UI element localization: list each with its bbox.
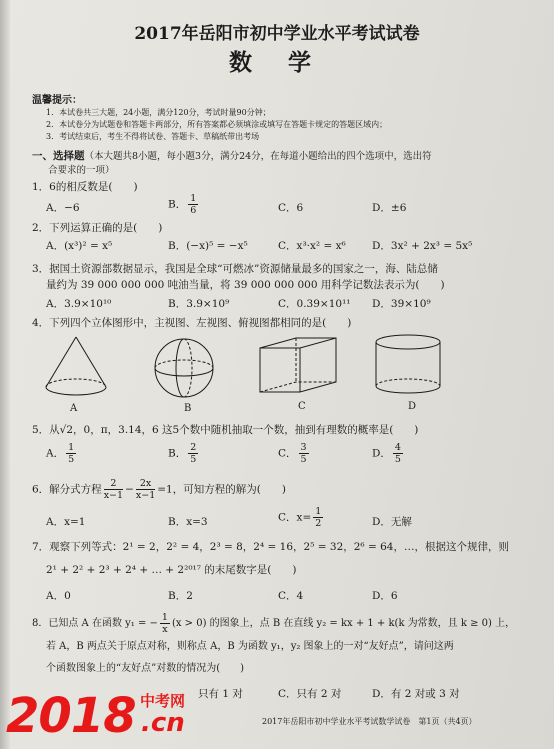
q6-option-c-fraction: $\frac{1}{2}$ <box>315 506 322 529</box>
q8-option-b: 只有 1 对 <box>198 688 243 700</box>
q3-option-c: C．0.39×10¹¹ <box>278 298 351 310</box>
q7-option-c: C．4 <box>278 590 304 602</box>
q3-option-a: A．3.9×10¹⁰ <box>46 298 112 310</box>
q1-option-b-fraction: $\frac{1}{6}$ <box>190 193 197 216</box>
q5-option-a-fraction: $\frac{1}{5}$ <box>68 442 75 465</box>
sphere-figure <box>148 336 220 400</box>
q5-option-d: D． $\frac{4}{5}$ <box>372 442 401 465</box>
q7-option-b: B．2 <box>168 590 193 602</box>
q6-option-d: D．无解 <box>372 516 412 528</box>
q8-stem-2: 若 A，B 两点关于原点对称，则称点 A，B 为函数 y₁，y₂ 图象上的一对“友好点”，请问这两 <box>46 641 454 652</box>
q5-stem: 5．从√2，0，π，3.14，6 这5个数中随机抽取一个数，抽到有理数的概率是( ) <box>32 424 419 436</box>
q2-option-d: D．3x² + 2x³ = 5x⁵ <box>372 240 473 252</box>
q7-stem-2: 2¹ + 2² + 2³ + 2⁴ + … + 2²⁰¹⁷ 的末尾数字是( ) <box>46 564 297 576</box>
q8-fraction: $\frac{1}{x}$ <box>161 612 168 635</box>
site-watermark-logo <box>0 688 260 749</box>
figure-label-a: A <box>70 403 78 414</box>
q8-stem-3: 个函数图象上的“友好点”对数的情况为( ) <box>46 663 245 674</box>
figure-label-d: D <box>408 401 417 412</box>
tip-1: 1．本试卷共三大题，24小题，满分120分，考试时量90分钟； <box>46 108 271 117</box>
figure-label-c: C <box>298 401 306 412</box>
q2-option-c: C．x³·x² = x⁶ <box>278 240 346 252</box>
section-heading: 一、选择题 <box>32 150 85 162</box>
q8-option-d: D．有 2 对或 3 对 <box>372 688 460 700</box>
q6-option-a: A．x=1 <box>46 516 86 528</box>
q6-option-c: C．x= $\frac{1}{2}$ <box>278 506 322 529</box>
prism-figure <box>256 334 340 398</box>
exam-title: 2017年岳阳市初中学业水平考试试卷 <box>134 24 420 44</box>
q1-stem: 1．6的相反数是( ) <box>32 181 138 193</box>
q5-option-b-fraction: $\frac{2}{5}$ <box>190 442 197 465</box>
q6-stem: 6．解分式方程 $\frac{2}{x-1}$ − $\frac{2x}{x-1}$ =1，可知方程的解为( ) <box>32 478 286 501</box>
section-heading-row <box>32 150 432 163</box>
q2-option-b: B．(−x)⁵ = −x⁵ <box>168 240 248 252</box>
q1-option-b <box>168 193 200 216</box>
q5-option-d-fraction: $\frac{4}{5}$ <box>394 442 401 465</box>
section-description: （本大题共8小题，每小题3分，满分24分，在每道小题给出的四个选项中，选出符 <box>84 151 432 162</box>
q3-option-b: B．3.9×10⁹ <box>168 298 230 310</box>
q8-option-c: C．只有 2 对 <box>278 688 342 700</box>
q8-stem: 8．已知点 A 在函数 y₁ = − $\frac{1}{x}$ (x > 0) 的图象上，点 B 在直线 y₂ = kx + 1 + k(k 为常数，且 k ≥ 0) 上， <box>32 612 516 635</box>
watermark-site-name: 中考网 <box>140 692 186 710</box>
subject-title: 数 学 <box>228 49 325 76</box>
q5-option-c-fraction: $\frac{3}{5}$ <box>300 442 307 465</box>
section-description-2: 合要求的一项） <box>48 165 115 176</box>
page-edge-shadow <box>0 0 10 749</box>
watermark-domain: .cn <box>141 708 185 738</box>
q3-option-d: D．39×10⁹ <box>372 298 431 310</box>
q3-stem-2: 量约为 39 000 000 000 吨油当量，将 39 000 000 000 用科学记数法表示为( ) <box>46 279 445 291</box>
q6-option-b: B．x=3 <box>168 516 208 528</box>
tips-heading: 温馨提示： <box>32 95 82 106</box>
q4-stem: 4．下列四个立体图形中，主视图、左视图、俯视图都相同的是( ) <box>32 317 352 329</box>
q6-fraction-1: $\frac{2}{x-1}$ <box>103 478 124 501</box>
watermark-year: 2018 <box>6 688 136 744</box>
q5-option-a: A． $\frac{1}{5}$ <box>46 442 75 465</box>
q1-option-d: D．±6 <box>372 202 407 214</box>
q6-fraction-2: $\frac{2x}{x-1}$ <box>135 478 156 501</box>
q3-stem: 3．据国土资源部数据显示，我国是全球“可燃冰”资源储量最多的国家之一，海、陆总储 <box>32 263 438 275</box>
q5-option-b: B． $\frac{2}{5}$ <box>168 442 197 465</box>
figure-label-b: B <box>184 403 192 414</box>
q7-stem: 7．观察下列等式：2¹ = 2，2² = 4，2³ = 8，2⁴ = 16，2⁵ = 32，2⁶ = 64，…，根据这个规律，则 <box>32 541 509 553</box>
q7-option-a: A．0 <box>46 590 71 602</box>
tip-2: 2．本试卷分为试题卷和答题卡两部分，所有答案都必须填涂或填写在答题卡规定的答题区域内； <box>46 120 388 129</box>
tip-3: 3．考试结束后，考生不得将试卷、答题卡、草稿纸带出考场 <box>46 132 260 141</box>
q1-option-b-label: B． <box>168 198 187 211</box>
q2-stem: 2．下列运算正确的是( ) <box>32 222 163 234</box>
q1-option-a: A．−6 <box>46 202 80 214</box>
q2-option-a: A．(x³)² = x⁵ <box>46 240 113 252</box>
cone-figure <box>36 333 116 401</box>
cylinder-figure <box>372 332 444 398</box>
q5-option-c: C． $\frac{3}{5}$ <box>278 442 307 465</box>
q7-option-d: D．6 <box>372 590 398 602</box>
q1-option-c: C．6 <box>278 202 304 214</box>
page-footer: 2017年岳阳市初中学业水平考试数学试卷 第1页（共4页） <box>262 717 477 726</box>
